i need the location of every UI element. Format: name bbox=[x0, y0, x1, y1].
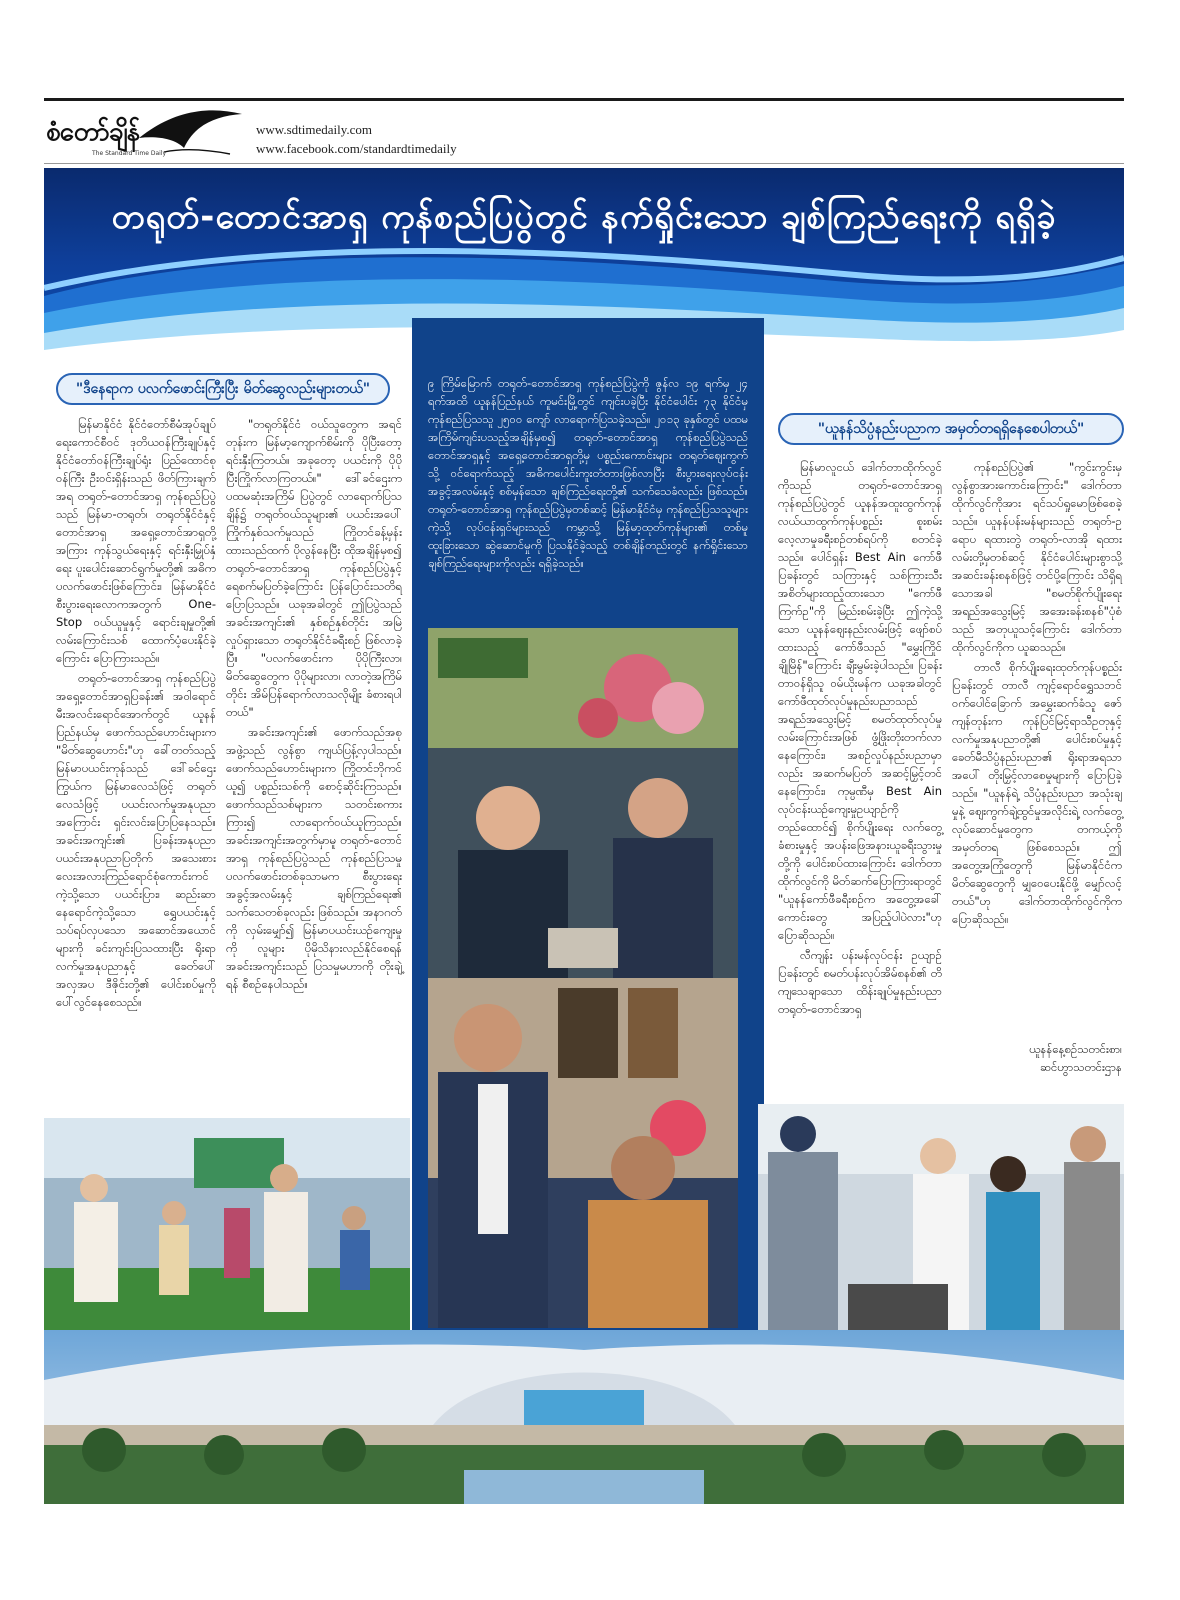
left-article-heading: "ဒီနေရာက ပလက်ဖောင်းကြီးပြီး မိတ်ဆွေလည်းများတယ်" bbox=[56, 373, 390, 405]
masthead-rule bbox=[44, 163, 1124, 164]
left-article-column-2 bbox=[226, 415, 402, 995]
website-link[interactable]: www.sdtimedaily.com bbox=[256, 122, 373, 137]
right-article-heading: "ယူနန်သိပ္ပံနည်းပညာက အမှတ်တရရှိနေစေပါတယ်" bbox=[778, 413, 1124, 445]
dancers-image bbox=[44, 1118, 410, 1340]
expo-building-image bbox=[44, 1330, 1124, 1504]
byline-source-1: ယူနန်နေ့စဉ်သတင်းစာ၊ bbox=[1029, 1042, 1122, 1056]
paragraph: "တရုတ်နိုင်ငံ ဝယ်သူတွေက အရင်တုန်းက မြန်မာ့ကျောက်စိမ်းကို ပိုပြီးတော့ ရင်းနှီးကြတယ်။ အခုတော့ ပယင်းကို ပိုပိုပြီးကြိုက်လာကြတယ်။" ဒေါ်ခင်ဌေးက ပထမဆုံးအကြိမ် ပြပွဲတွင် လာရောက်ပြသချိန်၌ တရုတ်ဝယ်သူများ၏ ပယင်းအပေါ် ကြိုက်နှစ်သက်မှုသည် ကြိုတင်ခန့်မှန်းထားသည်ထက် ပိုလွန်နေပြီး ထိုအချိန်မှစ၍ တရုတ်-တောင်အာရှ ကုန်စည်ပြပွဲနှင့် ရေစက်မပြတ်ခဲ့ကြောင်း ပြန်ပြောင်းသတိရ ပြောပြသည်။ ယခုအခါတွင် ဤပြပွဲသည် အခင်းအကျင်း၏ နှစ်စဉ်နှစ်တိုင်း အမြဲလှုပ်ရှားသော တရုတ်နိုင်ငံခရီးစဉ် ဖြစ်လာခဲ့ပြီ။ "ပလက်ဖောင်းက ပိုပိုကြီးလာ၊ မိတ်ဆွေတွေက ပိုပိုများလာ၊ လာတဲ့အကြိမ်တိုင်း အိမ်ပြန်ရောက်လာသလိုမျိုး ခံစားရပါတယ်" bbox=[226, 417, 402, 719]
facebook-link[interactable]: www.facebook.com/standardtimedaily bbox=[256, 141, 457, 156]
byline-source-2: ဆင်ဟွာသတင်းဌာန bbox=[1039, 1060, 1122, 1074]
right-article-column-2 bbox=[952, 458, 1122, 930]
paragraph: မြန်မာနိုင်ငံ နိုင်ငံတော်စီမံအုပ်ချုပ်ရေးကောင်စီဝင် ဒုတိယဝန်ကြီးချုပ်နှင့် နိုင်ငံတော်ဝန်ကြီးချုပ်ရုံး ပြည်ထောင်စုဝန်ကြီး ဦးဝင်းရှိန်းသည် ဖိတ်ကြားချက်အရ တရုတ်-တောင်အာရှ ကုန်စည်ပြပွဲသည် မြန်မာ-တရုတ်၊ တရုတ်နိုင်ငံနှင့် တောင်အာရှ အရှေ့တောင်အာရှတို့အကြား ကုန်သွယ်ရေးနှင့် ရင်းနှီးမြှုပ်နှံရေး ပူးပေါင်းဆောင်ရွက်မှုတို့၏ အဓိကပလက်ဖောင်းဖြစ်ကြောင်း၊ မြန်မာနိုင်ငံ စီးပွားရေးလောကအတွက် One-Stop ဝယ်ယူမှုနှင့် ရောင်းချမှုတို့၏ လမ်းကြောင်းသစ် ထောက်ပံ့ပေးနိုင်ခဲ့ကြောင်း ပြောကြားသည်။ bbox=[56, 417, 216, 665]
newspaper-logo bbox=[44, 108, 244, 162]
visitors-photo bbox=[758, 1104, 1124, 1340]
masthead bbox=[44, 104, 1124, 164]
paragraph: လီကျန်း ပန်းမန်လုပ်ငန်း ဥယျာဉ်ပြခန်းတွင် စမတ်ပန်းလုပ်အိမ်စနစ်၏ တိကျသေချာသော ထိန်းချုပ်မှုနည်းပညာ တရုတ်-တောင်အာရှ bbox=[778, 948, 942, 1016]
paragraph: မြန်မာလူငယ် ဒေါက်တာထိုက်လွင်ကိုသည် တရုတ်-တောင်အာရှ ကုန်စည်ပြပွဲတွင် ယူနန်အထူးထွက်ကုန် လယ်ယာထွက်ကုန်ပစ္စည်း စူးစမ်းလေ့လာမှုခရီးစဉ်တစ်ရပ်ကို စတင်ခဲ့သည်။ ပေါင်ရှန်း Best Ain ကော်ဖီ ပြခန်းတွင် သကြားနှင့် သစ်ကြားသီး အစိတ်များထည့်ထားသော "ကော်ဖီကြက်ဥ"ကို မြည်းစမ်းခဲ့ပြီး ဤကဲ့သို့သော ယူနန်ဈေးနည်းလမ်းဖြင့် ဖျော်စပ်ထားသည့် ကော်ဖီသည် "မွှေးကြိုင်ချိုမြိန်"ကြောင်း ချီးမွမ်းခဲ့ပါသည်။ ပြခန်းတာဝန်ရှိသူ ဝမ်ယိုးမန်က ယခုအခါတွင် ကော်ဖီထုတ်လုပ်မှုနည်းပညာသည် အရည်အသွေးမြင့် စမတ်ထုတ်လုပ်မှုလမ်းကြောင်းအဖြစ် ဖွံ့ဖြိုးတိုးတက်လာနေကြောင်း၊ အစဉ်လှုပ်နည်းပညာမှာလည်း အဆက်မပြတ် အဆင့်မြှင့်တင်နေကြောင်း၊ ကုမ္ပဏီမှ Best Ain လုပ်ငန်းယဉ်ကျေးမှုဥယျာဉ်ကို တည်ထောင်၍ စိုက်ပျိုးရေး လက်တွေ့ခံစားမှုနှင့် အပန်းဖြေအနားယူခရီးသွားမှုတို့ကို ပေါင်းစပ်ထားကြောင်း ဒေါက်တာထိုက်လွင်ကို မိတ်ဆက်ပြောကြားရာတွင် "ယူနန်ကော်ဖီခရီးစဉ်က အတွေ့အခေါ်ကောင်းတွေ အပြည့်ပါပဲလား"ဟု ပြောဆိုသည်။ bbox=[778, 460, 943, 942]
top-rule bbox=[44, 98, 1124, 101]
dancers-photo bbox=[44, 1118, 410, 1340]
logo-subtitle: The Standard Time Daily bbox=[92, 150, 167, 157]
expo-collage-photo bbox=[428, 628, 738, 1328]
byline bbox=[952, 1040, 1122, 1076]
paragraph: တရုတ်-တောင်အာရှ ကုန်စည်ပြပွဲ အရှေ့တောင်အာရှပြခန်း၏ အဝါရောင်မီးအလင်းရောင်အောက်တွင် ယူနန်ပြည်နယ်မှ ဖောက်သည်ဟောင်းများက "မိတ်ဆွေဟောင်း"ဟု ခေါ်တတ်သည့် မြန်မာပယင်းကုန်သည် ဒေါ်ခင်ဌေးကြွယ်က မြန်မာလေသံဖြင့် တရုတ်လေသံဖြင့် ပယင်းလက်မှုအနုပညာအကြောင်း ရှင်းလင်းပြောပြနေသည်။ အခင်းအကျင်း၏ ပြခန်းအနုပညာ ပယင်းအနုပညာပြတိုက် အသေးစားလေးအလားကြည်ရောင်စုံကောင်းကင်ကဲ့သို့သော ပယင်းပြား၊ ဆည်းဆာနေရောင်ကဲ့သို့သော ရွှေပယင်းနှင့် သပ်ရပ်လှပသော အဆောင်အယောင်များကို ခင်းကျင်းပြသထားပြီး ရိုးရာလက်မှုအနုပညာနှင့် ခေတ်ပေါ်အလှအပ ဒီဇိုင်းတို့၏ ပေါင်းစပ်မှုကို ပေါ်လွင်နေစေသည်။ bbox=[56, 671, 216, 1009]
expo-building-photo bbox=[44, 1330, 1124, 1504]
paragraph: အခင်းအကျင်း၏ ဖောက်သည်အစုအဖွဲ့သည် လွန်စွာ ကျယ်ပြန့်လှပါသည်။ ဖောက်သည်ဟောင်းများက ကြိုတင်ဘိုကင်ယူ၍ ပစ္စည်းသစ်ကို စောင့်ဆိုင်းကြသည်။ ဖောက်သည်သစ်များက သတင်းစကားကြား၍ လာရောက်ဝယ်ယူကြသည်။ အခင်းအကျင်းအတွက်မှာမူ တရုတ်-တောင်အာရှ ကုန်စည်ပြပွဲသည် ကုန်စည်ပြသမှု ပလက်ဖောင်းတစ်ခုသာမက စီးပွားရေးအခွင့်အလမ်းနှင့် ချစ်ကြည်ရေး၏ သက်သေတစ်ခုလည်း ဖြစ်သည်။ အနာဂတ်ကို လှမ်းမျှော်၍ မြန်မာပယင်းယဉ်ကျေးမှုကို လူများ ပိုမိုသိနားလည်နိုင်စေရန် အခင်းအကျင်းသည် ပြသမှုမဟာကို တိုးချဲ့ရန် စီစဉ်နေပါသည်။ bbox=[226, 725, 402, 991]
headline: တရုတ်-တောင်အာရှ ကုန်စည်ပြပွဲတွင် နက်ရှိုင်းသော ချစ်ကြည်ရေးကို ရရှိခဲ့ bbox=[111, 197, 1057, 237]
right-article-column-1 bbox=[778, 458, 942, 1020]
collage-image bbox=[428, 628, 738, 1328]
visitors-image bbox=[758, 1104, 1124, 1340]
intro-text: ၉ ကြိမ်မြောက် တရုတ်-တောင်အာရှ ကုန်စည်ပြပွဲကို ဇွန်လ ၁၉ ရက်မှ ၂၄ ရက်အထိ ယူနန်ပြည်နယ် ကူမင်းမြို့တွင် ကျင်းပခဲ့ပြီး နိုင်ငံပေါင်း ၇၃ နိုင်ငံမှ ကုန်စည်ပြသသူ ၂၅၀၀ ကျော် လာရောက်ပြသခဲ့သည်။ ၂၀၁၃ ခုနှစ်တွင် ပထမအကြိမ်ကျင်းပသည့်အချိန်မှစ၍ တရုတ်-တောင်အာရှ ကုန်စည်ပြပွဲသည် တောင်အာရှနှင့် အရှေ့တောင်အာရှတို့မှ ပစ္စည်းကောင်းများ တရုတ်ဈေးကွက်သို့ ဝင်ရောက်သည့် အဓိကပေါင်းကူးတံတားဖြစ်လာပြီး စီးပွားရေးလုပ်ငန်း အခွင့်အလမ်းနှင့် စစ်မှန်သော ချစ်ကြည်ရေးတို့၏ သက်သေခံလည်း ဖြစ်သည်။ တရုတ်-တောင်အာရှ ကုန်စည်ပြပွဲမှတစ်ဆင့် မြန်မာနိုင်ငံမှ ကုန်စည်ပြသသူများကဲ့သို့ လုပ်ငန်းရှင်များသည် ကမ္ဘာသို့ မြန်မာ့ထုတ်ကုန်များ၏ တစ်မူထူးခြားသော ဆွဲဆောင်မှုကို ပြသနိုင်ခဲ့သည့် တစ်ချိန်တည်းတွင် နက်ရှိုင်းသော ချစ်ကြည်ရေးများကိုလည်း ရရှိခဲ့သည်။ bbox=[428, 376, 748, 570]
paragraph: ကုန်စည်ပြပွဲ၏ "ကွင်းကွင်းမှ လွန်စွာအားကောင်းကြောင်း" ဒေါက်တာထိုက်လွင်ကိုအား ရင်သပ်ရှုမောဖြစ်စေခဲ့သည်။ ယူနန်ပန်းမန်များသည် တရုတ်-ဥရောပ ရထားတွဲ တရုတ်-လာအို ရထားလမ်းတို့မှတစ်ဆင့် နိုင်ငံပေါင်းများစွာသို့ အဆင်းခန်းစနစ်ဖြင့် တင်ပို့ကြောင်း သိရှိရသောအခါ "စမတ်စိုက်ပျိုးရေးအရည်အသွေးမြင့် အအေးခန်းစနစ်"ပုံစံသည် အတုယူသင့်ကြောင်း ဒေါက်တာထိုက်လွင်ကိုက ယူဆသည်။ bbox=[952, 460, 1122, 654]
web-links bbox=[256, 120, 457, 158]
logo-text: စံတော်ချိန် bbox=[46, 117, 139, 147]
paragraph: တာလီ စိုက်ပျိုးရေးထုတ်ကုန်ပစ္စည်းပြခန်းတွင် တာလီ ကျင့်ရောင်ရွှေသဘင် ဝက်ပေါင်ခြောက် အမွှေးဆက်ခံသူ ဇော်ကျန်တုန်းက ကုန်ပြင်မြင့်ရာသီဥတုနှင့် လက်မှုအနုပညာတို့၏ ပေါင်းစပ်မှုနှင့် ခေတ်မီသိပ္ပံနည်းပညာ၏ ရိုးရာအရသာအပေါ် တိုးမြှင့်လာစေမှုများကို ပြောပြခဲ့သည်။ "ယူနန်ရဲ့ သိပ္ပံနည်းပညာ အသုံးချမှုနဲ့ ဈေးကွက်ချဲ့ထွင်မှုအလိုင်းရဲ့ လက်တွေ့လုပ်ဆောင်မှုတွေက တကယ့်ကို အမှတ်တရ ဖြစ်စေသည်။ ဤအတွေ့အကြုံတွေကို မြန်မာနိုင်ငံက မိတ်ဆွေတွေကို မျှဝေပေးနိုင်ဖို့ မျှော်လင့်တယ်"ဟု ဒေါက်တာထိုက်လွင်ကိုက ပြောဆိုသည်။ bbox=[952, 660, 1122, 926]
left-article-column-1 bbox=[56, 415, 216, 1013]
